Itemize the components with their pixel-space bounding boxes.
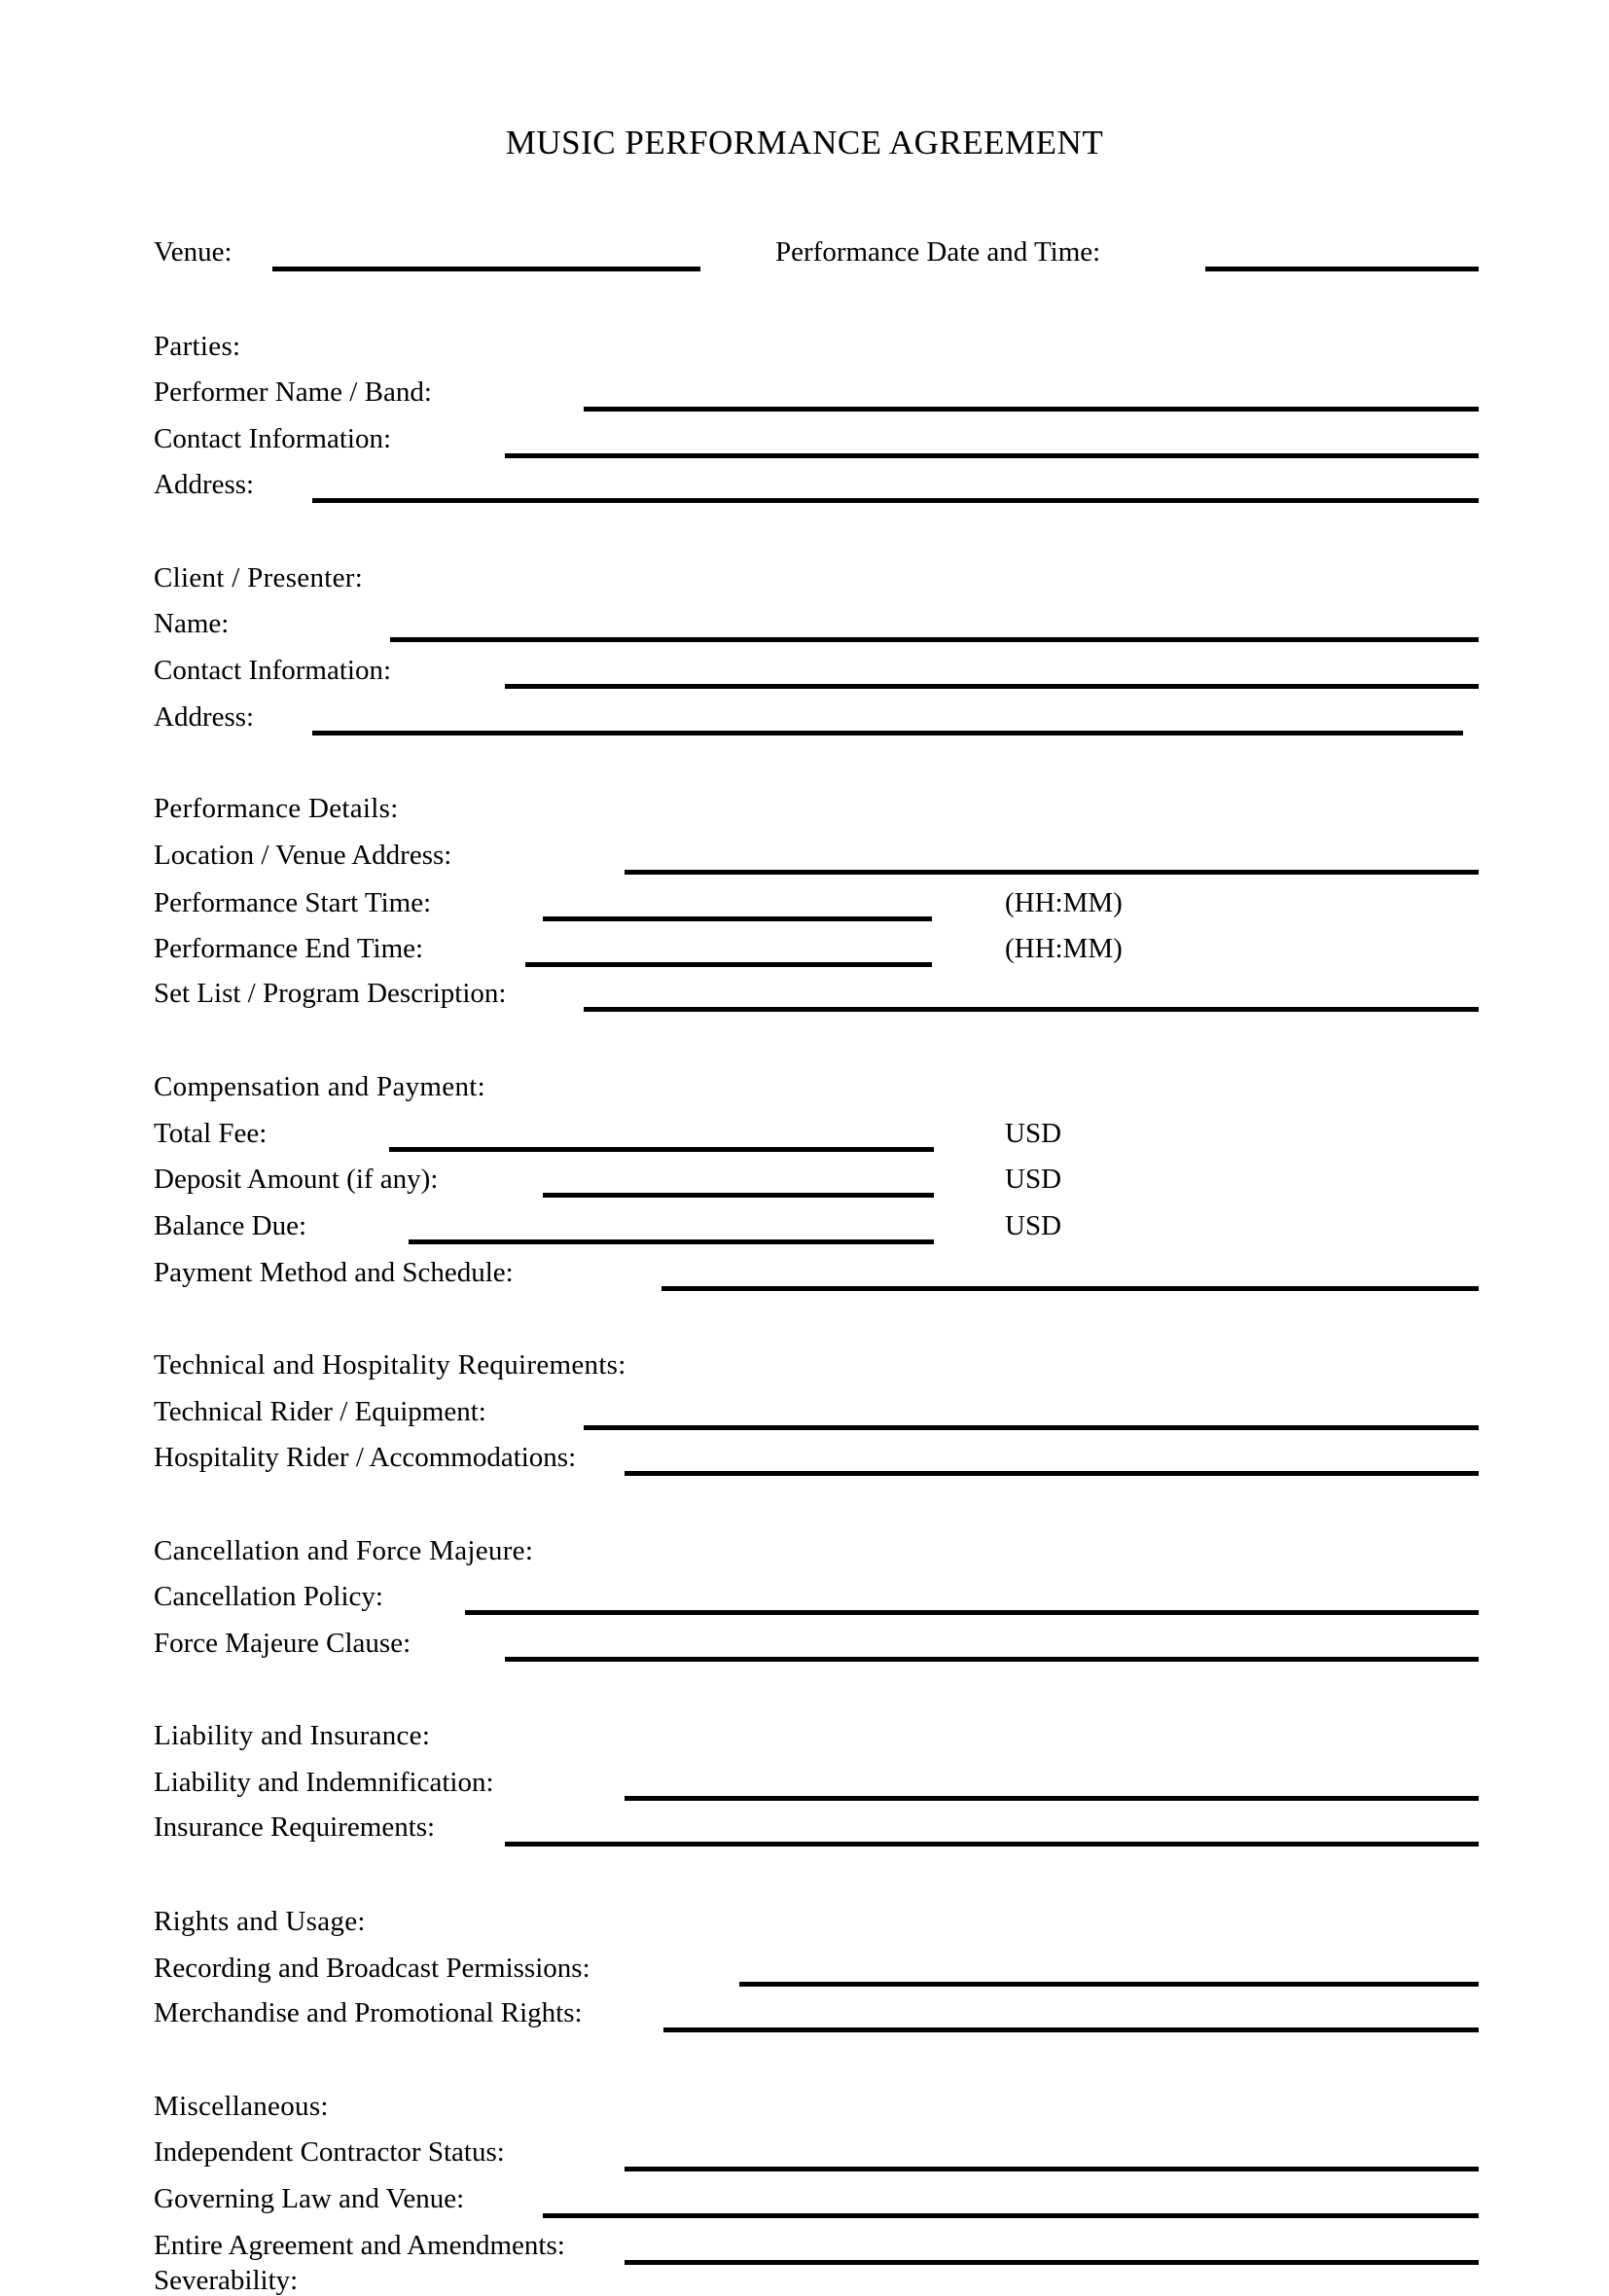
section-heading-client-presenter: Client / Presenter: — [154, 562, 364, 593]
indemnification-label: Liability and Indemnification: — [154, 1767, 494, 1798]
technical-rider-label: Technical Rider / Equipment: — [154, 1396, 486, 1427]
section-heading-liability: Liability and Insurance: — [154, 1720, 431, 1751]
client-address-label: Address: — [154, 701, 255, 733]
payment-method-label: Payment Method and Schedule: — [154, 1257, 514, 1288]
recording-broadcast-field-line[interactable] — [739, 1982, 1479, 1987]
total-fee-field-line[interactable] — [389, 1147, 934, 1152]
merchandise-promotional-label: Merchandise and Promotional Rights: — [154, 1997, 583, 2028]
performer-name-label: Performer Name / Band: — [154, 377, 432, 408]
governing-law-label: Governing Law and Venue: — [154, 2183, 465, 2214]
client-name-field-line[interactable] — [390, 637, 1479, 642]
client-contact-field-line[interactable] — [505, 684, 1479, 689]
client-name-label: Name: — [154, 608, 230, 639]
end-time-label: Performance End Time: — [154, 933, 424, 964]
total-fee-currency: USD — [1005, 1118, 1062, 1149]
entire-agreement-field-line[interactable] — [625, 2260, 1479, 2265]
client-address-field-line[interactable] — [312, 731, 1463, 735]
technical-rider-field-line[interactable] — [584, 1425, 1479, 1430]
venue-field-line[interactable] — [272, 267, 700, 271]
balance-due-field-line[interactable] — [409, 1239, 934, 1244]
end-time-format-hint: (HH:MM) — [1005, 933, 1123, 964]
performer-contact-label: Contact Information: — [154, 423, 392, 454]
section-heading-rights: Rights and Usage: — [154, 1906, 366, 1937]
deposit-field-line[interactable] — [543, 1193, 934, 1198]
section-heading-compensation: Compensation and Payment: — [154, 1071, 485, 1102]
section-heading-cancellation: Cancellation and Force Majeure: — [154, 1535, 534, 1566]
performer-name-field-line[interactable] — [584, 407, 1479, 412]
merchandise-promotional-field-line[interactable] — [663, 2027, 1479, 2032]
location-label: Location / Venue Address: — [154, 840, 452, 871]
start-time-label: Performance Start Time: — [154, 887, 432, 918]
total-fee-label: Total Fee: — [154, 1118, 268, 1149]
set-list-field-line[interactable] — [584, 1007, 1479, 1012]
performer-address-field-line[interactable] — [312, 498, 1479, 503]
hospitality-rider-label: Hospitality Rider / Accommodations: — [154, 1442, 577, 1473]
balance-due-label: Balance Due: — [154, 1210, 307, 1241]
indemnification-field-line[interactable] — [625, 1796, 1479, 1801]
hospitality-rider-field-line[interactable] — [625, 1471, 1479, 1476]
independent-contractor-field-line[interactable] — [625, 2167, 1479, 2171]
cancellation-policy-label: Cancellation Policy: — [154, 1581, 383, 1612]
performer-address-label: Address: — [154, 469, 255, 500]
start-time-field-line[interactable] — [543, 916, 932, 921]
cancellation-policy-field-line[interactable] — [465, 1610, 1479, 1615]
governing-law-field-line[interactable] — [543, 2213, 1479, 2218]
section-heading-miscellaneous: Miscellaneous: — [154, 2091, 329, 2122]
payment-method-field-line[interactable] — [661, 1286, 1479, 1291]
document-title: MUSIC PERFORMANCE AGREEMENT — [505, 124, 1104, 161]
set-list-label: Set List / Program Description: — [154, 978, 507, 1009]
performance-date-label: Performance Date and Time: — [775, 236, 1101, 268]
deposit-label: Deposit Amount (if any): — [154, 1164, 439, 1195]
insurance-requirements-label: Insurance Requirements: — [154, 1812, 436, 1843]
insurance-requirements-field-line[interactable] — [505, 1842, 1479, 1847]
start-time-format-hint: (HH:MM) — [1005, 887, 1123, 918]
section-heading-parties: Parties: — [154, 331, 241, 362]
end-time-field-line[interactable] — [525, 962, 932, 967]
venue-label: Venue: — [154, 236, 232, 268]
severability-label: Severability: — [154, 2265, 299, 2296]
performance-date-field-line[interactable] — [1205, 267, 1479, 271]
balance-due-currency: USD — [1005, 1210, 1062, 1241]
recording-broadcast-label: Recording and Broadcast Permissions: — [154, 1953, 590, 1984]
section-heading-technical-hospitality: Technical and Hospitality Requirements: — [154, 1349, 626, 1381]
force-majeure-field-line[interactable] — [505, 1657, 1479, 1662]
entire-agreement-label: Entire Agreement and Amendments: — [154, 2230, 565, 2261]
section-heading-performance-details: Performance Details: — [154, 793, 399, 824]
location-field-line[interactable] — [625, 870, 1479, 875]
independent-contractor-label: Independent Contractor Status: — [154, 2136, 505, 2168]
force-majeure-label: Force Majeure Clause: — [154, 1628, 411, 1659]
client-contact-label: Contact Information: — [154, 655, 392, 686]
performer-contact-field-line[interactable] — [505, 453, 1479, 458]
deposit-currency: USD — [1005, 1164, 1062, 1195]
